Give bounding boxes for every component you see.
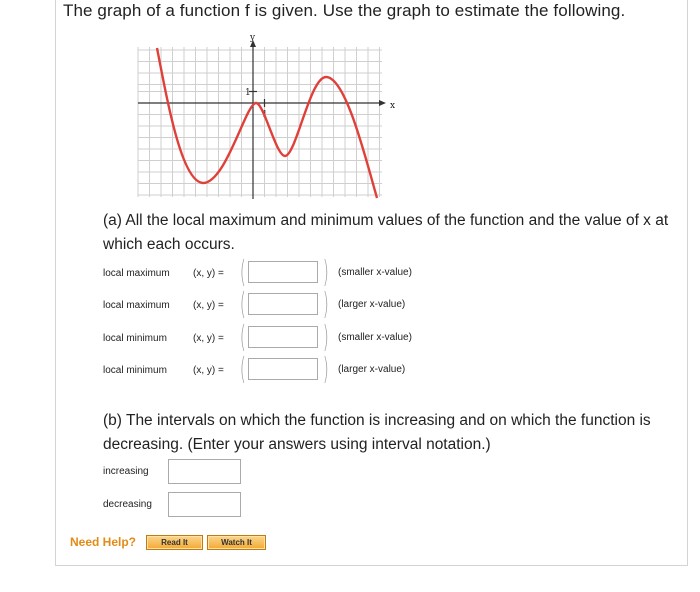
left-paren: ( [239, 320, 246, 355]
row-label: local minimum [103, 333, 167, 344]
y-axis-label: y [250, 33, 256, 43]
increasing-label: increasing [103, 466, 149, 477]
local-max-larger-input[interactable] [248, 293, 318, 315]
right-paren: ) [322, 287, 329, 322]
row-hint: (smaller x-value) [338, 267, 412, 278]
part-a-text: (a) All the local maximum and minimum values of the function and the value of x at which each occurs. [103, 212, 669, 253]
decreasing-input[interactable] [168, 492, 241, 517]
left-paren: ( [239, 352, 246, 387]
local-max-smaller-input[interactable] [248, 261, 318, 283]
local-min-smaller-input[interactable] [248, 326, 318, 348]
function-curve [157, 48, 377, 198]
row-hint: (smaller x-value) [338, 332, 412, 343]
row-hint: (larger x-value) [338, 364, 406, 375]
x-axis-label: x [390, 101, 396, 111]
function-graph [130, 30, 400, 200]
row-label: local maximum [103, 300, 170, 311]
local-min-row-1 [103, 320, 503, 355]
part-b-text: (b) The intervals on which the function is increasing and on which the function is decreasing. (Enter your answers using interval notation.) [103, 412, 651, 453]
row-hint: (larger x-value) [338, 299, 406, 310]
read-it-button[interactable]: Read It [146, 535, 203, 550]
increasing-input[interactable] [168, 459, 241, 484]
decreasing-label: decreasing [103, 499, 152, 510]
question-text: The graph of a function f is given. Use the graph to estimate the following. [63, 1, 626, 20]
row-label: local minimum [103, 365, 167, 376]
xy-label: (x, y) = [193, 365, 224, 376]
local-min-larger-input[interactable] [248, 358, 318, 380]
y-tick-label: 1 [245, 88, 251, 98]
left-paren: ( [239, 255, 246, 290]
local-min-row-2 [103, 352, 503, 387]
local-max-row-1 [103, 255, 503, 290]
x-tick-label: 1 [262, 110, 268, 120]
local-max-row-2 [103, 287, 503, 322]
watch-it-button[interactable]: Watch It [207, 535, 266, 550]
left-paren: ( [239, 287, 246, 322]
row-label: local maximum [103, 268, 170, 279]
xy-label: (x, y) = [193, 300, 224, 311]
graph-grid [138, 47, 382, 197]
right-paren: ) [322, 255, 329, 290]
xy-label: (x, y) = [193, 333, 224, 344]
xy-label: (x, y) = [193, 268, 224, 279]
need-help-label: Need Help? [70, 535, 137, 549]
right-paren: ) [322, 352, 329, 387]
right-paren: ) [322, 320, 329, 355]
